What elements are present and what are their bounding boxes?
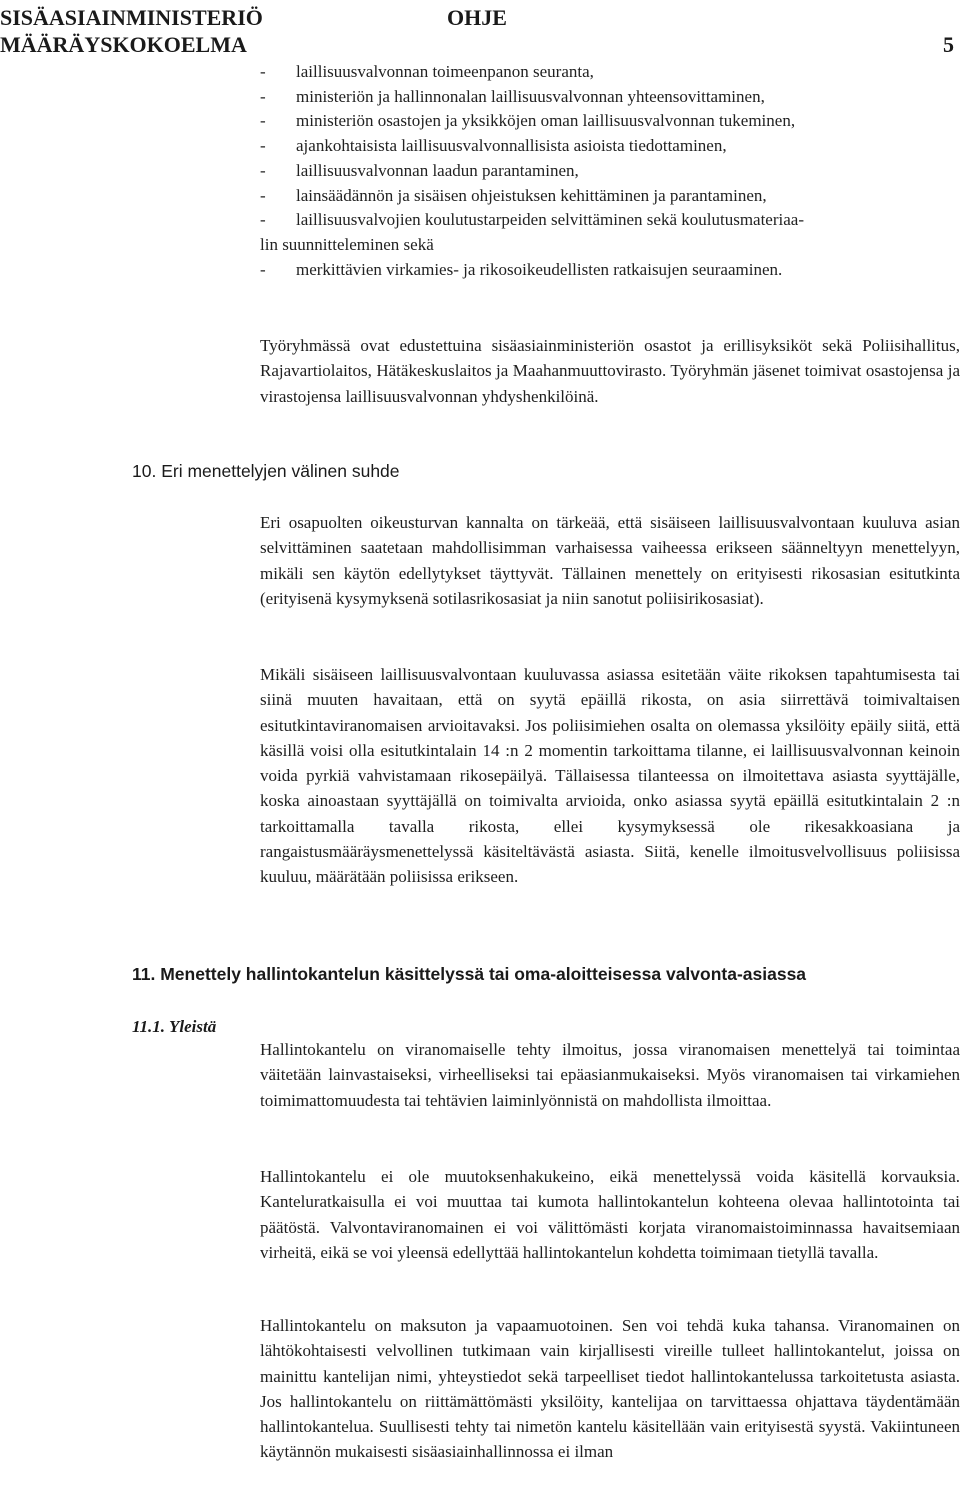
section-11-paragraph-1: Hallintokantelu on viranomaiselle tehty ilmoitus, jossa viranomaisen menettelyä tai toimintaa väitetään lainvastaiseksi, virheelliseksi tai epäasianmukaiseksi. Myös viranomaisen tai virkamiehen toimimattomuudesta tai tehtävien laiminlyönnistä on mahdollista ilmoittaa.	[260, 1040, 960, 1110]
page-header	[0, 0, 960, 64]
list-item: - ajankohtaisista laillisuusvalvonnallisista asioista tiedottaminen,	[260, 134, 960, 159]
list-item: - ministeriön ja hallinnonalan laillisuusvalvonnan yhteensovittaminen,	[260, 85, 960, 110]
section-10-heading: 10. Eri menettelyjen välinen suhde	[132, 461, 400, 481]
page-number: 5	[943, 32, 954, 57]
workgroup-paragraph: Työryhmässä ovat edustettuina sisäasiainministeriön osastot ja erillisyksiköt sekä Poliisihallitus, Rajavartiolaitos, Hätäkeskuslaitos ja Maahanmuuttovirasto. Työryhmän jäsenet toimivat osastojensa ja virastojensa laillisuusvalvonnan yhdyshenkilöinä.	[260, 336, 960, 406]
document-type: OHJE	[447, 5, 507, 30]
section-10-paragraph-1: Eri osapuolten oikeusturvan kannalta on tärkeää, että sisäiseen laillisuusvalvontaan kuuluva asian selvittäminen saatetaan mahdollisimman varhaisessa vaiheessa erikseen säänneltyyn menettelyyn, mikäli sen käytön edellytykset täyttyvät. Tällainen menettely on erityisesti rikosasian esitutkinta (erityisenä kysymyksenä sotilasrikosasiat ja niin sanotut poliisirikosasiat).	[260, 513, 960, 608]
list-item: - ministeriön osastojen ja yksikköjen oman laillisuusvalvonnan tukeminen,	[260, 109, 960, 134]
section-11-paragraph-3: Hallintokantelu on maksuton ja vapaamuotoinen. Sen voi tehdä kuka tahansa. Viranomainen on lähtökohtaisesti velvollinen tutkimaan vain kirjallisesti vireille tulleet hallintokantelut, joissa on mainittu kantelijan nimi, yhteystiedot sekä tarpeelliset tiedot hallintokantelussa tarkoitetusta asiasta. Jos hallintokantelu on riittämättömästi yksilöity, kantelijaa on tarvittaessa ohjattava täydentämään hallintokantelua. Suullisesti tehty tai nimetön kantelu käsitellään vain erityisestä syystä. Vakiintuneen käytännön mukaisesti sisäasiainhallinnossa ei ilman	[260, 1316, 960, 1462]
list-item: - laillisuusvalvonnan laadun parantaminen,	[260, 159, 960, 184]
section-11-paragraph-2: Hallintokantelu ei ole muutoksenhakukeino, eikä menettelyssä voida käsitellä korvauksia. Kanteluratkaisulla ei voi muuttaa tai kumota hallintokantelun kohteena olevaa hallintotointa tai päätöstä. Valvontaviranomainen ei voi välittömästi korjata viranomaistoiminnassa havaitsemiaan virheitä, eikä se voi yleensä edellyttää hallintokantelun kohdetta toimimaan tietyllä tavalla.	[260, 1167, 960, 1262]
section-10-paragraph-2: Mikäli sisäiseen laillisuusvalvontaan kuuluvassa asiassa esitetään väite rikoksen tapahtumisesta tai siinä muuten havaitaan, että on syytä epäillä rikosta, on asia siirrettävä toimivaltaisen esitutkintaviranomaisen arvioitavaksi. Jos poliisimiehen osalta on olemassa yksilöity epäily siitä, että käsillä voisi olla esitutkintalain 14 :n 2 momentin tarkoittama tilanne, ei laillisuusvalvonnan keinoin voida pyrkiä vahvistamaan rikosepäilyä. Tällaisessa tilanteessa on ilmoitettava asiasta syyttäjälle, koska ainoastaan syyttäjällä on toimivalta arvioida, onko asiassa syytä epäillä esitutkintalain 2 :n tarkoittamalla tavalla rikosta, ellei kysymyksessä ole rikesakkoasiana ja rangaistusmääräysmenettelyssä käsiteltävästä asiasta. Siitä, kenelle ilmoitusvelvollisuus poliisissa kuuluu, määrätään poliisissa erikseen.	[260, 665, 960, 887]
task-list	[260, 60, 960, 282]
list-item: - laillisuusvalvojien koulutustarpeiden selvittäminen sekä koulutusmateriaa-	[260, 208, 960, 233]
list-item: - lainsäädännön ja sisäisen ohjeistuksen kehittäminen ja parantaminen,	[260, 184, 960, 209]
collection-name: MÄÄRÄYSKOKOELMA	[0, 32, 247, 57]
section-11-1-heading: 11.1. Yleistä	[132, 1017, 217, 1036]
org-name: SISÄASIAINMINISTERIÖ	[0, 5, 263, 30]
section-11-heading: 11. Menettely hallintokantelun käsittelyssä tai oma-aloitteisessa valvonta-asiassa	[132, 964, 807, 984]
list-item-continuation: lin suunnitteleminen sekä	[260, 234, 434, 254]
list-item: - laillisuusvalvonnan toimeenpanon seuranta,	[260, 60, 960, 85]
list-item: - merkittävien virkamies- ja rikosoikeudellisten ratkaisujen seuraaminen.	[260, 258, 960, 283]
